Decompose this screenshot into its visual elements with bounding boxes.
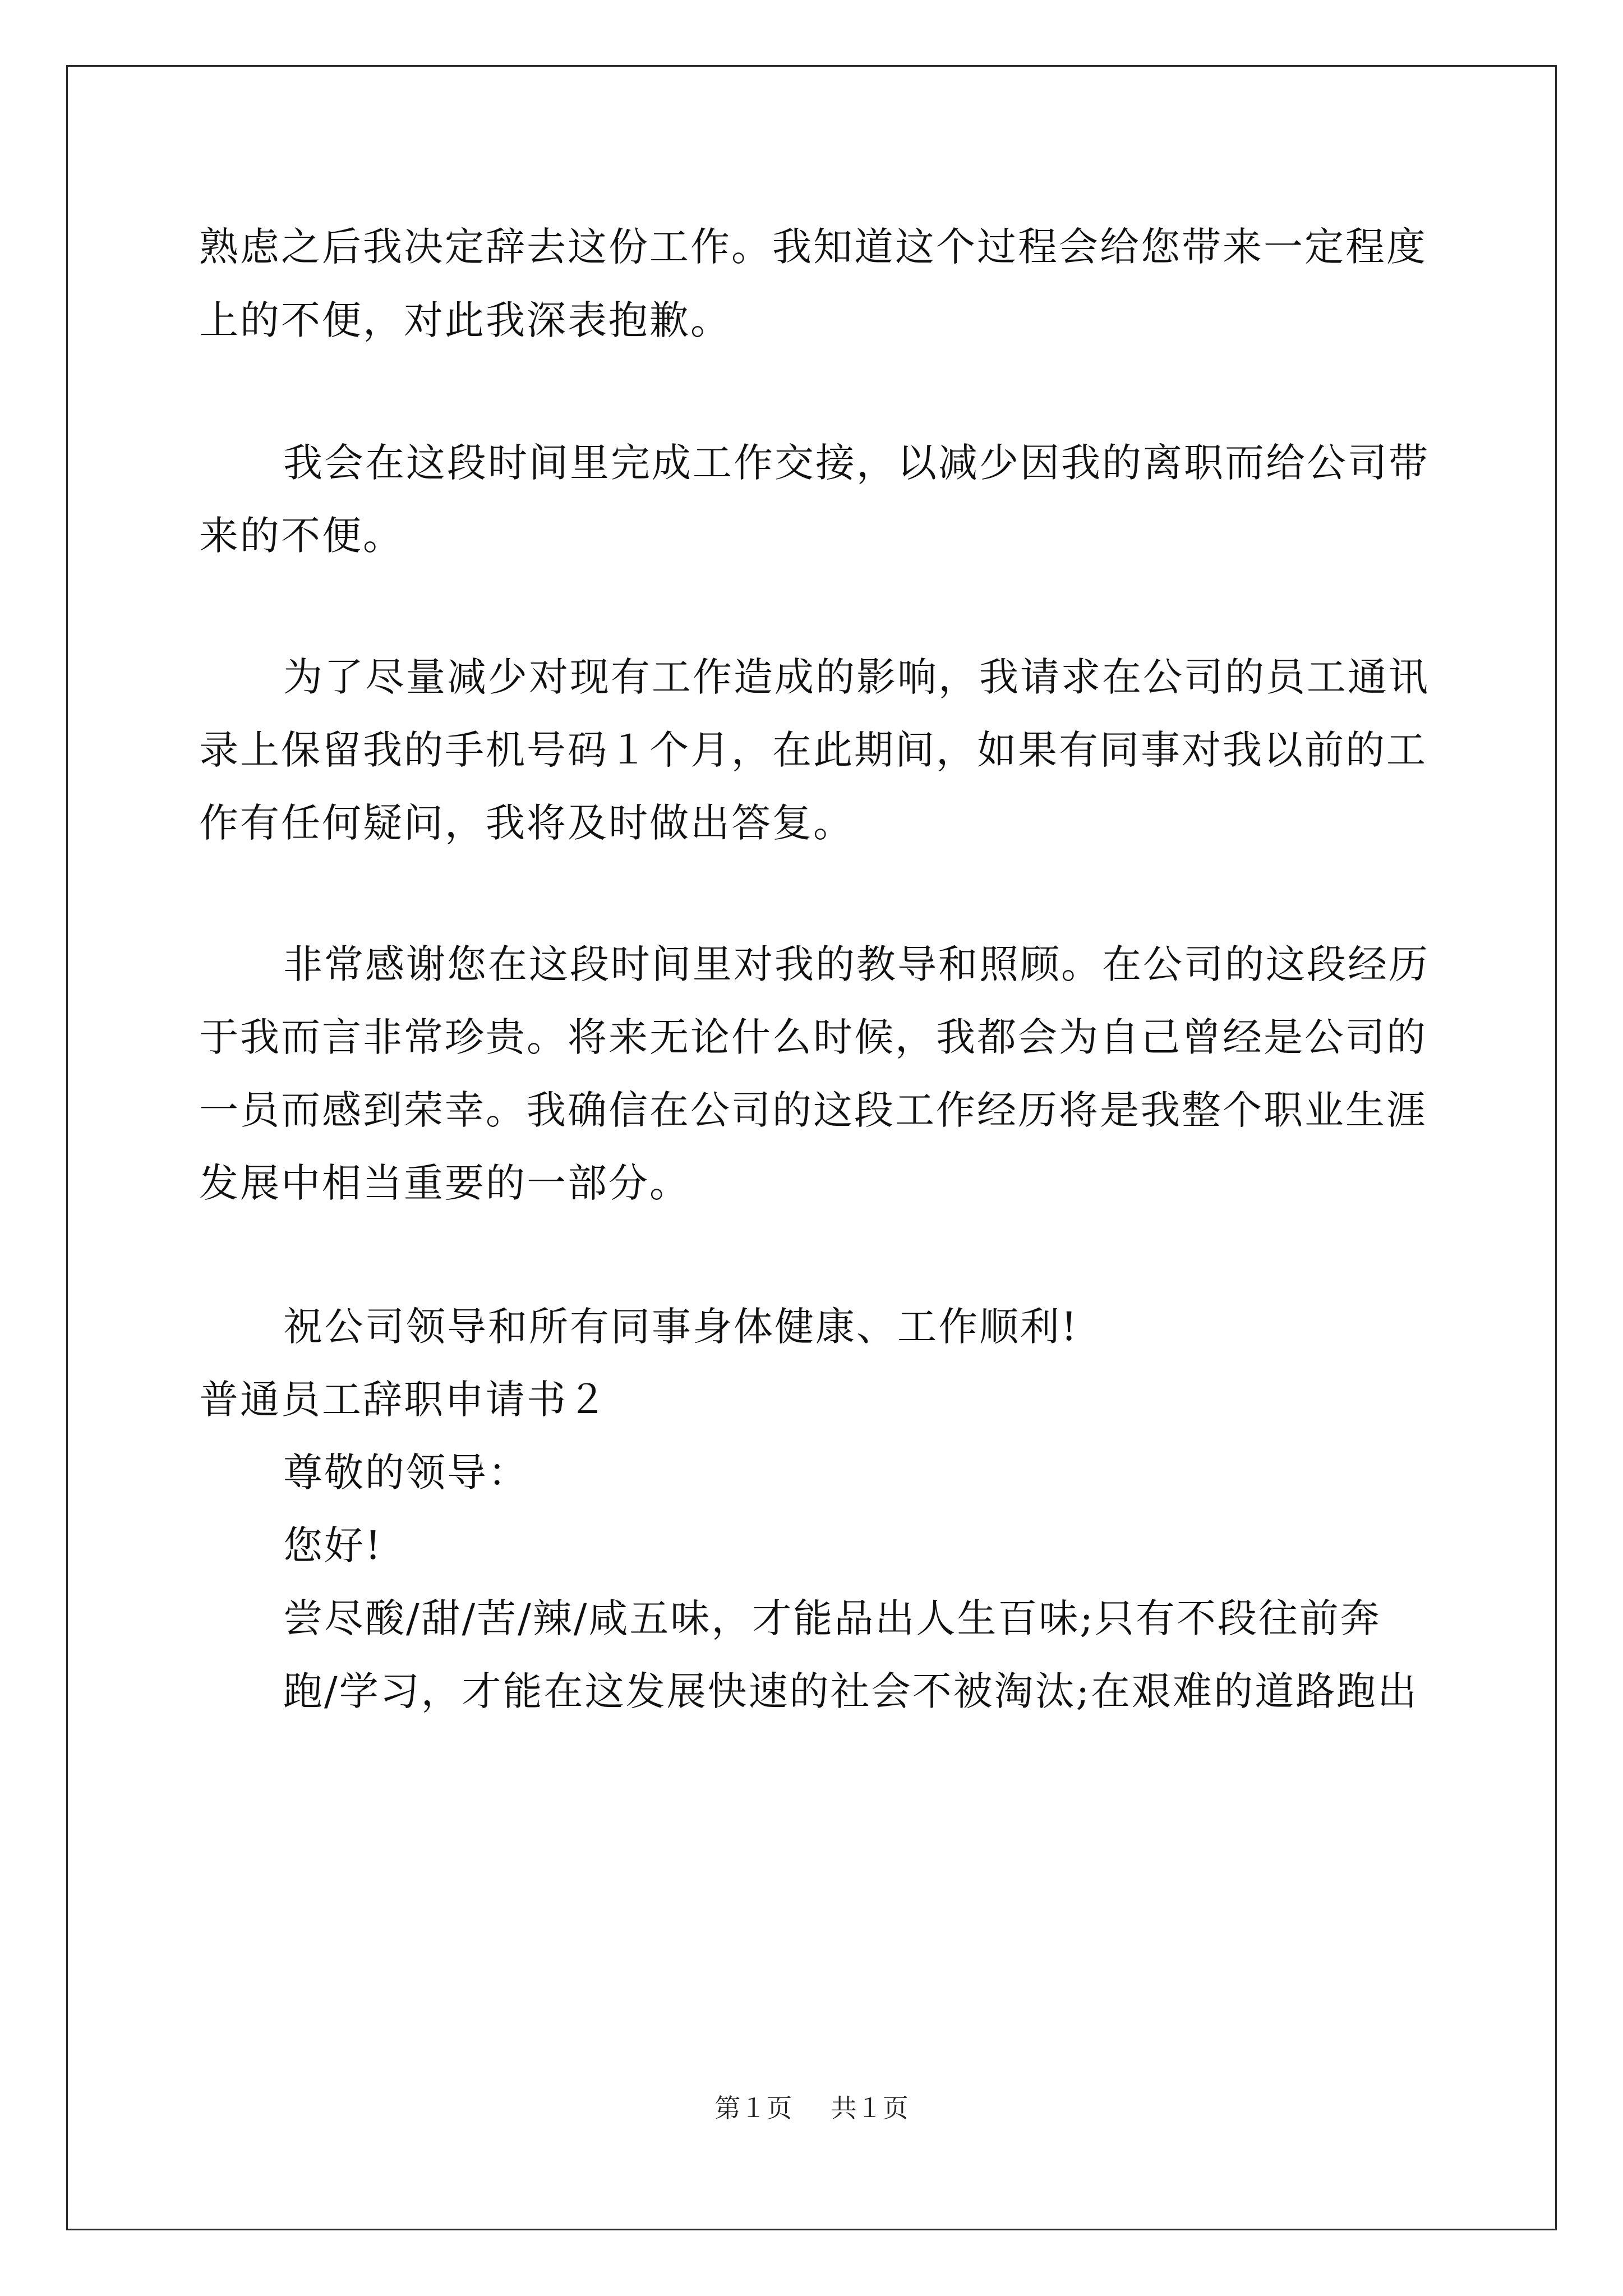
page-border: [66, 65, 1557, 2230]
text-line-11: 发展中相当重要的一部分。: [199, 1160, 690, 1206]
page-number: 第１页: [714, 2093, 792, 2123]
section-title: 普通员工辞职申请书２: [199, 1377, 608, 1423]
text-line-6: 录上保留我的手机号码１个月，在此期间，如果有同事对我以前的工: [199, 727, 1427, 773]
text-line-10: 一员而感到荣幸。我确信在公司的这段工作经历将是我整个职业生涯: [199, 1087, 1427, 1133]
text-line-16: 尝尽酸/甜/苦/辣/咸五味，才能品出人生百味;只有不段往前奔: [283, 1595, 1381, 1641]
text-line-4: 来的不便。: [199, 513, 404, 559]
greeting: 您好!: [283, 1522, 383, 1568]
page-footer: [0, 2095, 1623, 2121]
text-line-12: 祝公司领导和所有同事身体健康、工作顺利!: [283, 1304, 1079, 1350]
text-line-8: 非常感谢您在这段时间里对我的教导和照顾。在公司的这段经历: [283, 941, 1430, 987]
text-line-9: 于我而言非常珍贵。将来无论什么时候，我都会为自己曾经是公司的: [199, 1014, 1427, 1060]
text-line-7: 作有任何疑问，我将及时做出答复。: [199, 800, 854, 846]
salutation: 尊敬的领导：: [283, 1450, 529, 1496]
text-line-2: 上的不便，对此我深表抱歉。: [199, 297, 731, 343]
text-line-1: 熟虑之后我决定辞去这份工作。我知道这个过程会给您带来一定程度: [199, 224, 1427, 270]
text-line-3: 我会在这段时间里完成工作交接，以减少因我的离职而给公司带: [283, 440, 1430, 486]
text-line-17: 跑/学习，才能在这发展快速的社会不被淘汰;在艰难的道路跑出: [283, 1668, 1419, 1714]
text-line-5: 为了尽量减少对现有工作造成的影响，我请求在公司的员工通讯: [283, 654, 1430, 700]
page-total: 共１页: [831, 2093, 909, 2123]
